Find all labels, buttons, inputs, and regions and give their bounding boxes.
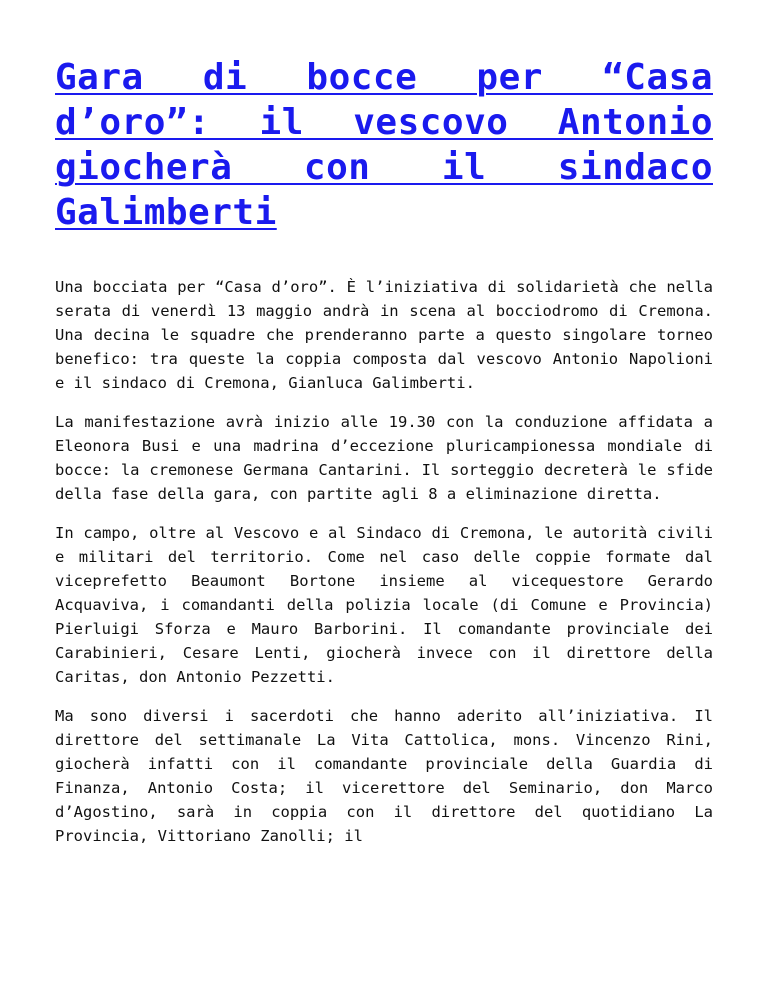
article-paragraph: In campo, oltre al Vescovo e al Sindaco di Cremona, le autorità civili e militari del territorio. Come nel caso delle coppie formate dal viceprefetto Beaumont Bortone insieme al vicequestore Gerardo Acquaviva, i comandanti della polizia locale (di Comune e Provincia) Pierluigi Sforza e Mauro Barborini. Il comandante provinciale dei Carabinieri, Cesare Lenti, giocherà invece con il direttore della Caritas, don Antonio Pezzetti.	[55, 524, 713, 686]
article-paragraph: Ma sono diversi i sacerdoti che hanno aderito all’iniziativa. Il direttore del settimanale La Vita Cattolica, mons. Vincenzo Rini, giocherà infatti con il comandante provinciale della Guardia di Finanza, Antonio Costa; il vicerettore del Seminario, don Marco d’Agostino, sarà in coppia con il direttore del quotidiano La Provincia, Vittoriano Zanolli; il	[55, 707, 713, 845]
article-body	[55, 275, 713, 848]
document-page	[55, 55, 713, 863]
article-paragraph: La manifestazione avrà inizio alle 19.30 con la conduzione affidata a Eleonora Busi e una madrina d’eccezione pluricampionessa mondiale di bocce: la cremonese Germana Cantarini. Il sorteggio decreterà le sfide della fase della gara, con partite agli 8 a eliminazione diretta.	[55, 413, 713, 503]
article-paragraph: Una bocciata per “Casa d’oro”. È l’iniziativa di solidarietà che nella serata di venerdì 13 maggio andrà in scena al bocciodromo di Cremona. Una decina le squadre che prenderanno parte a questo singolare torneo benefico: tra queste la coppia composta dal vescovo Antonio Napolioni e il sindaco di Cremona, Gianluca Galimberti.	[55, 278, 713, 392]
article-title	[55, 55, 713, 235]
article-title-link[interactable]: Gara di bocce per “Casa d’oro”: il vescovo Antonio giocherà con il sindaco Galimberti	[55, 57, 713, 233]
